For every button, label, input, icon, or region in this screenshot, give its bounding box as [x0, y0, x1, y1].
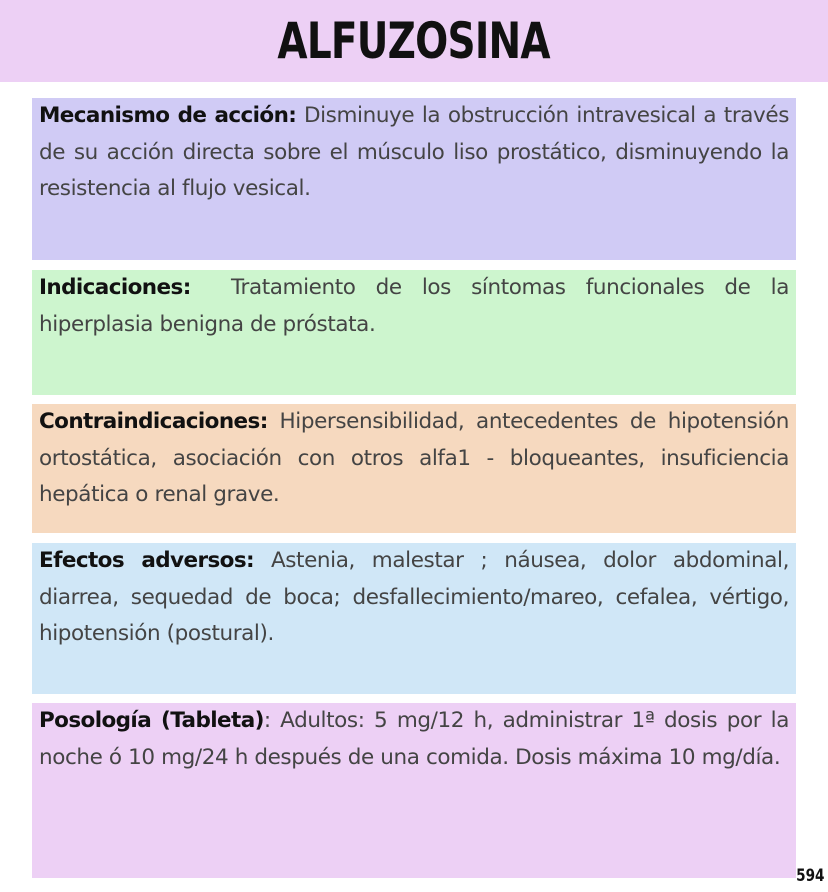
section-label: Contraindicaciones: [39, 409, 268, 434]
section-indicaciones [32, 270, 796, 395]
section-paragraph [39, 98, 789, 208]
section-paragraph [39, 270, 789, 343]
section-paragraph [39, 543, 789, 653]
section-posologia [32, 703, 796, 878]
section-paragraph [39, 404, 789, 514]
section-text: Hipersensibilidad, antecedentes de hipotensión ortostática, asociación con otros alfa1 - bloqueantes, insuficiencia hepática o renal grave. [39, 409, 789, 507]
section-contraindicaciones [32, 404, 796, 533]
section-text: Tratamiento de los síntomas funcionales de la hiperplasia benigna de próstata. [39, 275, 789, 337]
section-label: Efectos adversos: [39, 548, 255, 573]
section-label: Posología (Tableta) [39, 708, 264, 733]
section-text: : Adultos: 5 mg/12 h, administrar 1ª dosis por la noche ó 10 mg/24 h después de una comida. Dosis máxima 10 mg/día. [39, 708, 789, 770]
section-text: Disminuye la obstrucción intravesical a través de su acción directa sobre el músculo liso prostático, disminuyendo la resistencia al flujo vesical. [39, 103, 789, 201]
section-text: Astenia, malestar ; náusea, dolor abdominal, diarrea, sequedad de boca; desfallecimiento/mareo, cefalea, vértigo, hipotensión (postural). [39, 548, 789, 646]
title-bar [0, 0, 828, 82]
page-number: 594 [795, 866, 824, 886]
section-mecanismo [32, 98, 796, 260]
page-title: ALFUZOSINA [277, 12, 551, 70]
section-paragraph [39, 703, 789, 776]
section-efectos-adversos [32, 543, 796, 694]
section-label: Indicaciones: [39, 275, 191, 300]
section-label: Mecanismo de acción: [39, 103, 297, 128]
